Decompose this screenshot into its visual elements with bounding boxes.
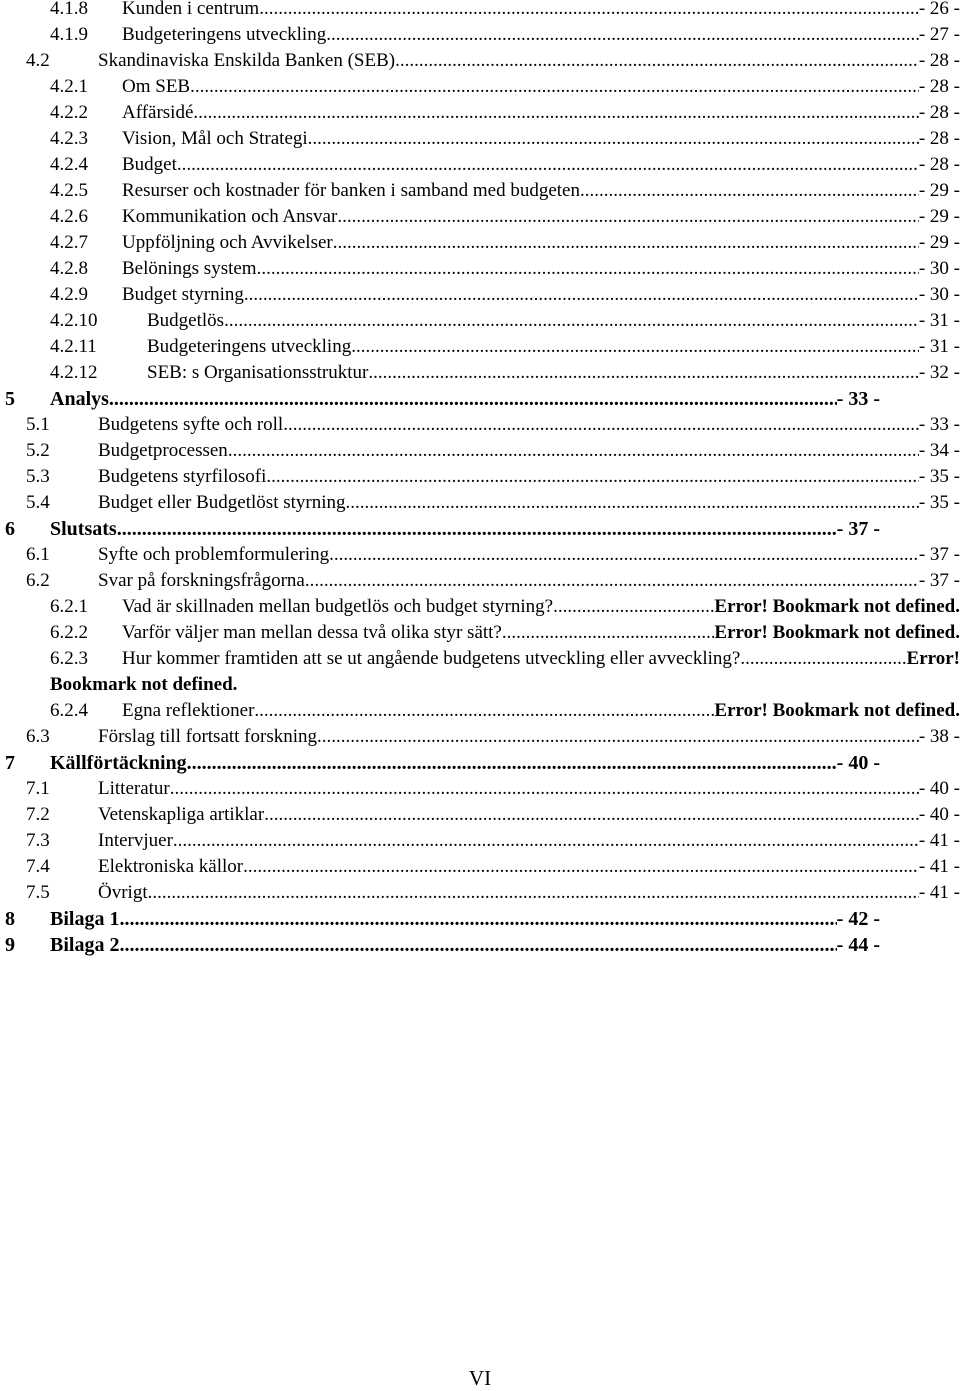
toc-entry-title: Budget styrning bbox=[122, 284, 244, 305]
toc-entry[interactable] bbox=[0, 100, 960, 126]
toc-dot-leader bbox=[368, 360, 919, 386]
toc-entry[interactable] bbox=[0, 152, 960, 178]
toc-entry-page: - 37 - bbox=[918, 544, 960, 565]
toc-entry-title: Uppföljning och Avvikelser bbox=[122, 232, 333, 253]
toc-dot-leader bbox=[193, 100, 918, 126]
toc-entry-title: Vetenskapliga artiklar bbox=[98, 804, 265, 825]
toc-entry-number: 4.1.9 bbox=[50, 24, 88, 45]
toc-entry-page: - 40 - bbox=[836, 752, 880, 774]
toc-entry-page: - 27 - bbox=[918, 24, 960, 45]
toc-dot-leader bbox=[224, 308, 919, 334]
toc-entry-page: - 26 - bbox=[918, 0, 960, 19]
toc-entry-title: Om SEB bbox=[122, 76, 191, 97]
toc-entry-continuation bbox=[0, 672, 960, 698]
toc-dot-leader bbox=[283, 412, 919, 438]
toc-dot-leader bbox=[308, 126, 919, 152]
toc-dot-leader bbox=[305, 568, 919, 594]
toc-entry-page: - 30 - bbox=[918, 258, 960, 279]
toc-dot-leader bbox=[177, 152, 919, 178]
toc-dot-leader bbox=[119, 906, 836, 932]
toc-entry[interactable] bbox=[0, 776, 960, 802]
toc-entry-page: - 40 - bbox=[918, 778, 960, 799]
toc-entry[interactable] bbox=[0, 386, 960, 412]
toc-entry[interactable] bbox=[0, 256, 960, 282]
toc-entry[interactable] bbox=[0, 48, 960, 74]
toc-entry[interactable] bbox=[0, 74, 960, 100]
toc-entry-title: Syfte och problemformulering bbox=[98, 544, 330, 565]
toc-entry-page: - 28 - bbox=[918, 102, 960, 123]
toc-entry-page: - 30 - bbox=[918, 284, 960, 305]
toc-entry-number: 4.2.4 bbox=[50, 154, 88, 175]
toc-dot-leader bbox=[173, 828, 919, 854]
toc-entry-page: Error! Bookmark not defined. bbox=[714, 596, 960, 617]
toc-entry-number: 5 bbox=[5, 388, 15, 410]
toc-entry-title: Budgetlös bbox=[147, 310, 225, 331]
toc-entry-number: 4.2.11 bbox=[50, 336, 97, 357]
toc-entry-page: - 37 - bbox=[918, 570, 960, 591]
toc-entry-page: - 32 - bbox=[918, 362, 960, 383]
toc-entry[interactable] bbox=[0, 802, 960, 828]
toc-entry[interactable] bbox=[0, 646, 960, 672]
toc-dot-leader bbox=[228, 438, 919, 464]
toc-entry[interactable] bbox=[0, 412, 960, 438]
toc-entry-page: Error! Bookmark not defined. bbox=[714, 700, 960, 721]
toc-entry[interactable] bbox=[0, 438, 960, 464]
toc-dot-leader bbox=[190, 74, 919, 100]
toc-entry-title: Affärsidé bbox=[122, 102, 194, 123]
toc-entry-number: 6.2.3 bbox=[50, 648, 88, 669]
toc-dot-leader bbox=[170, 776, 919, 802]
toc-entry-number: 4.2.8 bbox=[50, 258, 88, 279]
toc-entry-number: 6.2.1 bbox=[50, 596, 88, 617]
toc-dot-leader bbox=[187, 750, 837, 776]
toc-entry[interactable] bbox=[0, 464, 960, 490]
toc-entry-page: - 28 - bbox=[918, 128, 960, 149]
toc-entry[interactable] bbox=[0, 308, 960, 334]
toc-dot-leader bbox=[109, 386, 837, 412]
toc-entry[interactable] bbox=[0, 22, 960, 48]
toc-entry-page: - 31 - bbox=[918, 310, 960, 331]
toc-entry[interactable] bbox=[0, 594, 960, 620]
toc-dot-leader bbox=[351, 334, 919, 360]
toc-entry-page: - 34 - bbox=[918, 440, 960, 461]
toc-entry[interactable] bbox=[0, 490, 960, 516]
toc-entry-number: 6 bbox=[5, 518, 15, 540]
toc-entry[interactable] bbox=[0, 542, 960, 568]
toc-entry-number: 7.3 bbox=[26, 830, 50, 851]
toc-entry[interactable] bbox=[0, 854, 960, 880]
toc-dot-leader bbox=[244, 282, 919, 308]
toc-entry-page: - 41 - bbox=[918, 830, 960, 851]
toc-entry-title: Belönings system bbox=[122, 258, 257, 279]
toc-entry-page: Error! Bookmark not defined. bbox=[714, 622, 960, 643]
toc-entry-title: Vision, Mål och Strategi bbox=[122, 128, 308, 149]
toc-entry-page: - 33 - bbox=[918, 414, 960, 435]
toc-entry-number: 4.2.6 bbox=[50, 206, 88, 227]
toc-dot-leader bbox=[119, 932, 836, 958]
toc-entry-page: - 29 - bbox=[918, 206, 960, 227]
toc-entry-title: Källförtäckning bbox=[50, 752, 187, 774]
toc-entry-page: - 44 - bbox=[836, 934, 880, 956]
toc-dot-leader bbox=[243, 854, 919, 880]
toc-entry-title: Budget eller Budgetlöst styrning bbox=[98, 492, 346, 513]
toc-entry-number: 4.2.2 bbox=[50, 102, 88, 123]
toc-entry[interactable] bbox=[0, 698, 960, 724]
toc-entry-number: 7.1 bbox=[26, 778, 50, 799]
toc-entry-title: Bilaga 1 bbox=[50, 908, 120, 930]
toc-dot-leader bbox=[148, 880, 919, 906]
toc-entry-title: Budgetens syfte och roll bbox=[98, 414, 284, 435]
toc-dot-leader bbox=[326, 22, 919, 48]
toc-entry-title: Vad är skillnaden mellan budgetlös och budget styrning? bbox=[122, 596, 554, 617]
toc-entry-title: Förslag till fortsatt forskning bbox=[98, 726, 318, 747]
toc-entry-number: 5.3 bbox=[26, 466, 50, 487]
toc-entry-page: - 38 - bbox=[918, 726, 960, 747]
toc-entry[interactable] bbox=[0, 750, 960, 776]
toc-entry-page: - 40 - bbox=[918, 804, 960, 825]
toc-entry-title: Varför väljer man mellan dessa två olika styr sätt? bbox=[122, 622, 502, 643]
toc-entry-number: 7.5 bbox=[26, 882, 50, 903]
toc-dot-leader bbox=[580, 178, 919, 204]
toc-entry-number: 5.2 bbox=[26, 440, 50, 461]
toc-entry-title: Budgetens styrfilosofi bbox=[98, 466, 267, 487]
toc-entry-page: - 28 - bbox=[918, 154, 960, 175]
toc-entry-page: - 28 - bbox=[918, 76, 960, 97]
toc-entry[interactable] bbox=[0, 724, 960, 750]
toc-entry[interactable] bbox=[0, 0, 960, 22]
toc-entry-title: Budgetprocessen bbox=[98, 440, 228, 461]
toc-entry-number: 4.2.7 bbox=[50, 232, 88, 253]
toc-entry-number: 7.2 bbox=[26, 804, 50, 825]
toc-entry[interactable] bbox=[0, 282, 960, 308]
toc-entry-number: 6.2 bbox=[26, 570, 50, 591]
toc-entry[interactable] bbox=[0, 360, 960, 386]
toc-entry-page: - 29 - bbox=[918, 180, 960, 201]
toc-entry-page: - 41 - bbox=[918, 856, 960, 877]
toc-entry-title: Intervjuer bbox=[98, 830, 173, 851]
toc-dot-leader bbox=[553, 594, 714, 620]
toc-entry-title: Övrigt bbox=[98, 882, 148, 903]
toc-entry-number: 6.2.2 bbox=[50, 622, 88, 643]
toc-dot-leader bbox=[740, 646, 906, 672]
toc-entry-title: Hur kommer framtiden att se ut angående budgetens utveckling eller avveckling? bbox=[122, 648, 741, 669]
toc-entry-title: Resurser och kostnader för banken i samband med budgeten bbox=[122, 180, 580, 201]
toc-entry-number: 4.2.1 bbox=[50, 76, 88, 97]
toc-entry[interactable] bbox=[0, 880, 960, 906]
toc-dot-leader bbox=[259, 0, 919, 22]
toc-dot-leader bbox=[329, 542, 919, 568]
toc-entry-title: Kunden i centrum bbox=[122, 0, 260, 19]
toc-entry-page: - 33 - bbox=[836, 388, 880, 410]
toc-entry-number: 6.1 bbox=[26, 544, 50, 565]
toc-entry[interactable] bbox=[0, 230, 960, 256]
toc-dot-leader bbox=[502, 620, 715, 646]
toc-entry-number: 4.2.9 bbox=[50, 284, 88, 305]
toc-entry-number: 4.2 bbox=[26, 50, 50, 71]
toc-entry-number: 9 bbox=[5, 934, 15, 956]
toc-dot-leader bbox=[264, 802, 919, 828]
toc-entry[interactable] bbox=[0, 932, 960, 958]
toc-entry-page: - 28 - bbox=[918, 50, 960, 71]
toc-entry[interactable] bbox=[0, 568, 960, 594]
toc-dot-leader bbox=[317, 724, 919, 750]
toc-entry-title: Litteratur bbox=[98, 778, 170, 799]
toc-entry-title: SEB: s Organisationsstruktur bbox=[147, 362, 369, 383]
toc-entry-page: - 31 - bbox=[918, 336, 960, 357]
toc-entry-title: Elektroniska källor bbox=[98, 856, 244, 877]
toc-dot-leader bbox=[266, 464, 918, 490]
toc-entry-title: Bilaga 2 bbox=[50, 934, 120, 956]
toc-entry-number: 4.2.12 bbox=[50, 362, 98, 383]
toc-entry-page: - 37 - bbox=[836, 518, 880, 540]
toc-entry[interactable] bbox=[0, 906, 960, 932]
toc-entry-page-continuation: Bookmark not defined. bbox=[50, 674, 238, 695]
toc-entry[interactable] bbox=[0, 334, 960, 360]
toc-entry-number: 6.2.4 bbox=[50, 700, 88, 721]
toc-dot-leader bbox=[346, 490, 919, 516]
toc-entry-number: 4.2.5 bbox=[50, 180, 88, 201]
toc-entry-title: Egna reflektioner bbox=[122, 700, 255, 721]
toc-dot-leader bbox=[257, 256, 919, 282]
toc-entry-title: Budget bbox=[122, 154, 177, 175]
toc-entry[interactable] bbox=[0, 828, 960, 854]
toc-entry-page: - 41 - bbox=[918, 882, 960, 903]
toc-entry-number: 4.2.10 bbox=[50, 310, 98, 331]
toc-dot-leader bbox=[117, 516, 837, 542]
toc-entry[interactable] bbox=[0, 204, 960, 230]
toc-entry-number: 5.1 bbox=[26, 414, 50, 435]
toc-dot-leader bbox=[337, 204, 919, 230]
toc-entry-number: 4.1.8 bbox=[50, 0, 88, 19]
toc-entry-title: Kommunikation och Ansvar bbox=[122, 206, 338, 227]
toc-entry-number: 5.4 bbox=[26, 492, 50, 513]
toc-entry-title: Budgeteringens utveckling bbox=[147, 336, 352, 357]
toc-entry-number: 8 bbox=[5, 908, 15, 930]
toc-entry[interactable] bbox=[0, 178, 960, 204]
toc-entry-title: Skandinaviska Enskilda Banken (SEB) bbox=[98, 50, 396, 71]
toc-entry-page: - 29 - bbox=[918, 232, 960, 253]
toc-entry-title: Budgeteringens utveckling bbox=[122, 24, 327, 45]
toc-dot-leader bbox=[254, 698, 714, 724]
toc-dot-leader bbox=[333, 230, 919, 256]
toc-entry-number: 6.3 bbox=[26, 726, 50, 747]
toc-entry-number: 4.2.3 bbox=[50, 128, 88, 149]
toc-entry[interactable] bbox=[0, 126, 960, 152]
toc-entry-page: - 35 - bbox=[918, 466, 960, 487]
toc-entry-title: Slutsats bbox=[50, 518, 117, 540]
toc-entry-page: - 42 - bbox=[836, 908, 880, 930]
toc-entry-number: 7 bbox=[5, 752, 15, 774]
toc-entry-title: Analys bbox=[50, 388, 109, 410]
toc-entry-page: - 35 - bbox=[918, 492, 960, 513]
page-number: VI bbox=[468, 1366, 492, 1390]
toc-entry-page: Error! bbox=[906, 648, 960, 669]
toc-entry-title: Svar på forskningsfrågorna bbox=[98, 570, 305, 591]
toc-entry[interactable] bbox=[0, 620, 960, 646]
toc-entry[interactable] bbox=[0, 516, 960, 542]
toc-entry-number: 7.4 bbox=[26, 856, 50, 877]
toc-dot-leader bbox=[395, 48, 919, 74]
